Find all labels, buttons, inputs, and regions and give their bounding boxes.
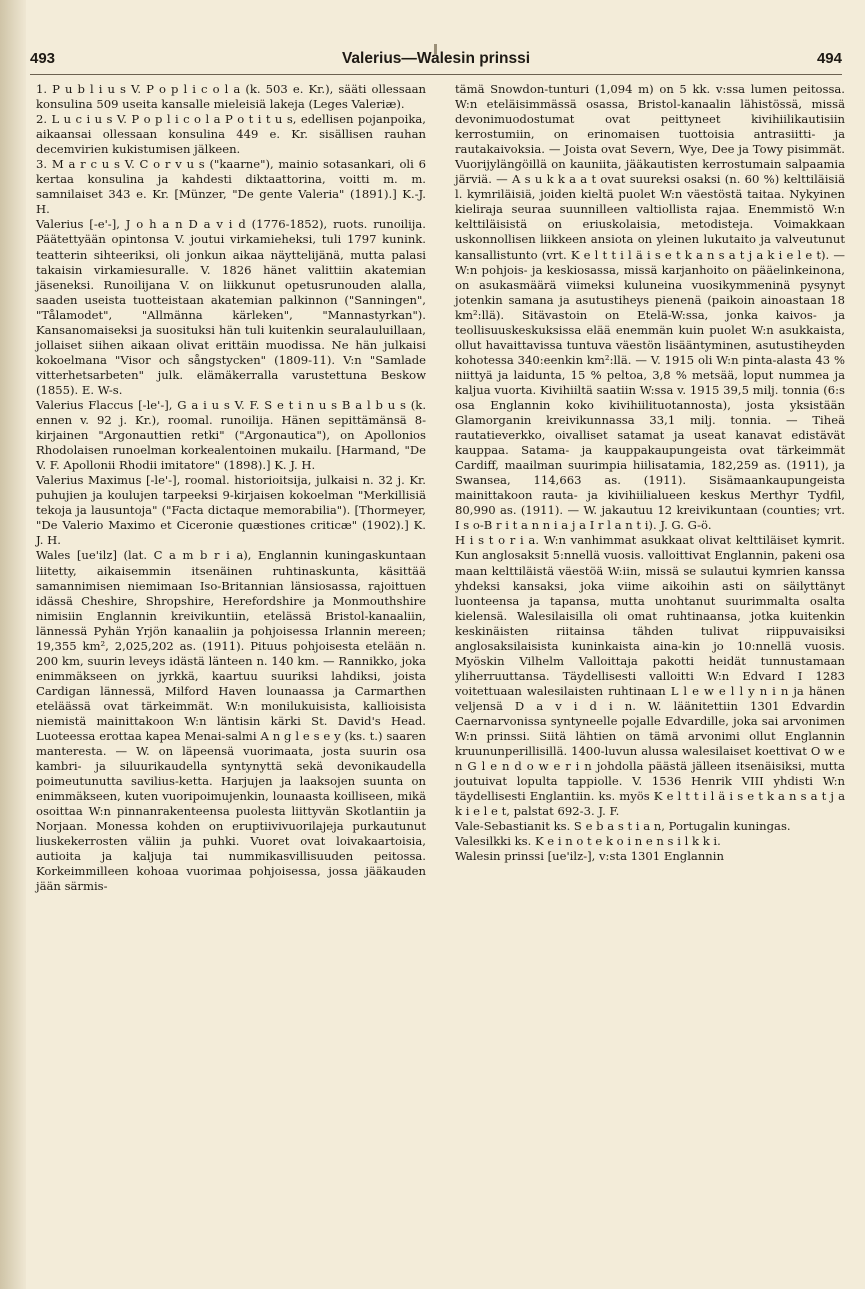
page-number-left: 493 — [30, 50, 56, 67]
entry-marcus: 3. M a r c u s V. C o r v u s ("kaarne"), mainio sotasankari, oli 6 kertaa konsulina ja kahdesti diktaattorina, voitti m. m. samnilaiset 343 e. Kr. [Münzer, "De gente Valeria" (1891).] K.-J. H. — [36, 157, 426, 217]
entry-walesin-prinssi: Walesin prinssi [ue'ilz-], v:sta 1301 Englannin — [455, 849, 724, 864]
entry-wales-continued: tämä Snowdon-tunturi (1,094 m) on 5 kk. v:ssa lumen peitossa. W:n eteläisimmässä osassa, Bristol-kanaalin lähistössä, missä devonimuodostumat ovat peittyneet kivihiilikautisiin kerrostumiin, on erinomaisen tuottoisia antrasiitti- ja rautakaivoksia. — Joista ovat Severn, Wye, Dee ja Towy pisimmät. Vuorijylängöillä on kauniita, jääkautisten kerrostumain salpaamia järviä. — A s u k k a a t ovat suureksi osaksi (n. 60 %) kelttiläisiä l. kymriläisiä, joiden kieltä puolet W:n väestöstä taitaa. Nykyinen kieliraja seuraa suunnilleen valtiollista rajaa. Enemmistö W:n kelttiläisistä on eriuskolaisia, metodisteja. Voimakkaan uskonnollisen liikkeen ansiota on yleinen lukutaito ja valveutunut kansallistunto (vrt. K e l t t i l ä i s e t k a n s a t j a k i e l e t). — W:n pohjois- ja keskiosassa, missä karjanhoito on pääelinkeinona, on asukasmäärä viimeksi kuluneina vuosikymmeninä pysynyt jotenkin samana ja asutustiheys pienenä (paikoin ainoastaan 18 km²:llä). Sitävastoin on Etelä-W:ssa, jonka kaivos- ja teollisuuskeskuksissa elää enemmän kuin puolet W:n asukkaista, ollut havaittavissa tuntuva väestön lisääntyminen, asutustiheyden kohotessa 340:eenkin km²:llä. — V. 1915 oli W:n pinta-alasta 43 % niittyä ja laidunta, 15 % peltoa, 3,8 % metsää, loput nummea ja kaljua vuorta. Kivihiiltä saatiin W:ssa v. 1915 39,5 milj. tonnia (6:s osa Englannin koko kivihiilituotannosta), josta yksistään Glamorganin kreivikunnassa 33,1 milj. tonnia. — Tiheä rautatieverkko, oivalliset satamat ja useat kanavat edistävät kauppaa. Satama- ja kauppakaupungeista ovat tärkeimmät Cardiff, maailman suurimpia hiilisatamia, 182,259 as. (1911), ja Swansea, 114,663 as. (1911). Sisämaankaupungeista mainittakoon rauta- ja kivihiilialueen keskus Merthyr Tydfil, 80,990 as. (1911). — W. jakautuu 12 kreivikuntaan (counties; vrt. I s o-B r i t a n n i a j a I r l a n t i). J. G. G-ö. — [455, 82, 845, 533]
entry-wales-history: H i s t o r i a. W:n vanhimmat asukkaat olivat kelttiläiset kymrit. Kun anglosaksit 5:nnellä vuosis. valloittivat Englannin, pakeni osa maan kelttiläistä väestöä W:iin, missä se sulautui kymrien kanssa yhdeksi kansaksi, joka viime aikoihin asti on säilyttänyt luonteensa ja tapansa, mutta unohtanut suurimmalta osalta kielensä. Walesilaisilla oli omat ruhtinaansa, jotka kuitenkin keskinäisten riitainsa tähden tulivat riippuvaisiksi anglosaksilaisista kuninkaista aina-kin jo 10:nnellä vuosis. Myöskin Vilhelm Valloittaja pakotti heidät tunnustamaan yliherruuttansa. Täydellisesti valloitti W:n Edvard I 1283 voitettuaan walesilaisten ruhtinaan L l e w e l l y n i n ja hänen veljensä D a v i d i n. W. läänitettiin 1301 Edvardin Caernarvonissa syntyneelle pojalle Edvardille, joka sai arvonimen W:n prinssi. Siitä lähtien on tämä arvonimi ollut Englannin kruununperillisillä. 1400-luvun alussa walesilaiset koettivat O w e n G l e n d o w e r i n johdolla päästä jälleen itsenäisiksi, mutta joutuivat lopulta tappiolle. V. 1536 Henrik VIII yhdisti W:n täydellisesti Englantiin. ks. myös K e l t t i l ä i s e t k a n s a t j a k i e l e t, palstat 692-3. J. F. — [455, 533, 845, 819]
page-gutter-shadow — [0, 0, 26, 1289]
entry-publius: 1. P u b l i u s V. P o p l i c o l a (k. 503 e. Kr.), sääti ollessaan konsulina 509 useita kansalle mieleisiä lakeja (Leges Valeriæ). — [36, 82, 426, 112]
header-rule — [30, 74, 842, 75]
left-column — [36, 82, 426, 895]
entry-wales: Wales [ue'ilz] (lat. C a m b r i a), Englannin kuningaskuntaan liitetty, aikaisemmin itsenäinen ruhtinaskunta, käsittää samannimisen niemimaan Iso-Britannian länsiosassa, rajoittuen idässä Cheshire, Shropshire, Herefordshire ja Monmouthshire nimisiin Englannin kreivikuntiin, etelässä Bristol-kanaaliin, lännessä Pyhän Yrjön kanaaliin ja pohjoisessa Irlannin mereen; 19,355 km², 2,025,202 as. (1911). Pituus pohjoisesta etelään n. 200 km, suurin leveys idästä länteen n. 140 km. — Rannikko, joka enimmäkseen on jyrkkä, kaartuu suuriksi lahdiksi, joista Cardigan lännessä, Milford Haven lounaassa ja Carmarthen eteläässä ovat tärkeimmät. W:n monilukuisista, kallioisista niemistä mainittakoon W:n läntisin kärki St. David's Head. Luoteessa erottaa kapea Menai-salmi A n g l e s e y (ks. t.) saaren manteresta. — W. on läpeensä vuorimaata, josta suurin osa kambri- ja siluurikaudella syntynyttä sekä devonikaudella poimeutunutta savilius-ketta. Harjujen ja laaksojen suunta on enimmäkseen, kuten vuoripoimujenkin, lounaasta koilliseen, mikä osoittaa W:n pinnanrakenteensa puolesta liittyvän Skotlantiin ja Norjaan. Monessa kohden on eruptiivivuorilajeja purkautunut liuskekerrosten väliin ja puhki. Vuoret ovat loivakaartoisia, autioita ja kaljuja tai nummikasvillisuuden peitossa. Korkeimmilleen kohoaa vuorimaa pohjoisessa, jossa jääkauden jään särmis- — [36, 548, 426, 894]
right-column — [455, 82, 845, 864]
entry-valesilkki: Valesilkki ks. K e i n o t e k o i n e n s i l k k i. — [455, 834, 721, 849]
page-number-right: 494 — [816, 50, 842, 67]
entry-valerius-flaccus: Valerius Flaccus [-le'-], G a i u s V. F. S e t i n u s B a l b u s (k. ennen v. 92 j. Kr.), roomal. runoilija. Hänen sepittämänsä 8-kirjainen "Argonauttien retki" ("Argonautica"), on Apollonios Rhodolaisen runoelman korkealentoinen mukailu. [Harmand, "De V. F. Apollonii Rhodii imitatore" (1898).] K. J. H. — [36, 397, 426, 473]
running-header — [30, 50, 842, 72]
entry-valerius-maximus: Valerius Maximus [-le'-], roomal. historioitsija, julkaisi n. 32 j. Kr. puhujien ja koulujen tarpeeksi 9-kirjaisen kokoelman "Merkillisiä tekoja ja lausuntoja" ("Facta dictaque memorabilia"). [Thormeyer, "De Valerio Maximo et Ciceronie quæstiones criticæ" (1902).] K. J. H. — [36, 473, 426, 548]
running-title: Valerius—Walesin prinssi — [341, 50, 531, 67]
entry-lucius: 2. L u c i u s V. P o p l i c o l a P o t i t u s, edellisen pojanpoika, aikaansai ollessaan konsulina 449 e. Kr. sisällisen rauhan decemvirien kukistumisen jälkeen. — [36, 112, 426, 157]
entry-vale-sebastianit: Vale-Sebastianit ks. S e b a s t i a n, Portugalin kuningas. — [455, 819, 791, 834]
entry-valerius-johan-david: Valerius [-e'-], J o h a n D a v i d (1776-1852), ruots. runoilija. Päätettyään opintonsa V. joutui virkamieheksi, tuli 1797 kunink. teatterin sihteeriksi, oli jonkun aikaa näyttelijänä, mutta palasi takaisin virkamiesuralle. V. 1826 hänet valittiin akatemian jäseneksi. Runoilijana V. on liikkunut opetusrunouden alalla, saaden useista tuotteistaan akatemian palkinnon ("Sanningen", "Tålamodet", "Allmänna kärleken", "Mannastyrkan"). Kansanomaiseksi ja suosituksi hän tuli kuitenkin seuralauluillaan, jollaiset siihen aikaan olivat erittäin muodissa. Ne hän julkaisi kokoelmana "Visor och sångstycken" (1809-11). V:n "Samlade vitterhetsarbeten" julk. elämäkerralla varustettuna Beskow (1855). E. W-s. — [36, 217, 426, 397]
